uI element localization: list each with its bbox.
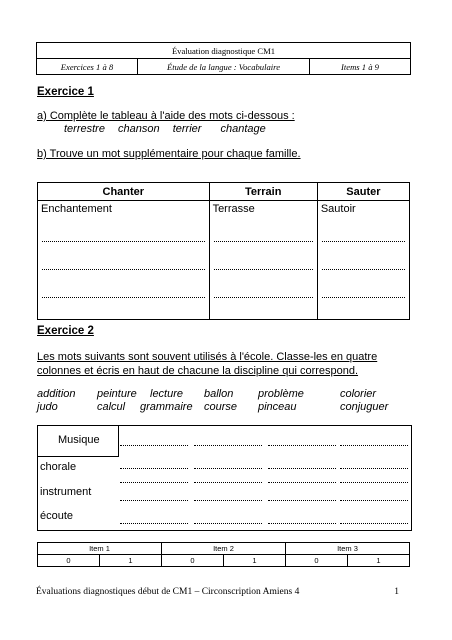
family-word: Sautoir xyxy=(320,203,356,215)
answer-line[interactable] xyxy=(194,468,262,469)
column-header: Terrain xyxy=(209,183,317,201)
exercise-1-instruction-a: a) Complète le tableau à l'aide des mots ci-dessous : xyxy=(37,110,295,122)
score-cell[interactable]: 1 xyxy=(348,555,410,567)
answer-line[interactable] xyxy=(120,445,188,446)
word-family-table xyxy=(37,182,410,320)
exercise-2-heading: Exercice 2 xyxy=(37,325,94,337)
answer-line[interactable] xyxy=(120,523,188,524)
word: addition xyxy=(37,388,76,400)
classification-table xyxy=(37,425,412,531)
word: chantage xyxy=(220,123,266,135)
family-cell xyxy=(317,201,409,320)
score-cell[interactable]: 1 xyxy=(224,555,286,567)
exercise-1-heading: Exercice 1 xyxy=(37,86,94,98)
score-cell[interactable]: 0 xyxy=(286,555,348,567)
answer-line[interactable] xyxy=(120,468,188,469)
word: calcul xyxy=(97,401,126,413)
answer-line[interactable] xyxy=(120,482,188,483)
example-word: écoute xyxy=(40,510,74,522)
answer-line[interactable] xyxy=(268,482,336,483)
family-cell xyxy=(38,201,210,320)
answer-line[interactable] xyxy=(322,297,405,298)
family-word: Enchantement xyxy=(41,203,112,215)
answer-line[interactable] xyxy=(340,445,408,446)
score-cell[interactable]: 1 xyxy=(100,555,162,567)
item-label: Item 2 xyxy=(162,543,286,555)
header-title: Évaluation diagnostique CM1 xyxy=(37,43,411,59)
answer-line[interactable] xyxy=(340,500,408,501)
answer-line[interactable] xyxy=(42,297,205,298)
answer-line[interactable] xyxy=(194,482,262,483)
word: pinceau xyxy=(258,401,297,413)
answer-line[interactable] xyxy=(322,241,405,242)
answer-line[interactable] xyxy=(214,241,313,242)
family-word: Terrasse xyxy=(212,203,255,215)
word: chanson xyxy=(118,123,160,135)
example-header: Musique xyxy=(58,434,100,446)
score-cell[interactable]: 0 xyxy=(38,555,100,567)
header-exercises: Exercices 1 à 8 xyxy=(37,59,138,75)
word: judo xyxy=(37,401,58,413)
word: peinture xyxy=(97,388,137,400)
answer-line[interactable] xyxy=(268,500,336,501)
items-score-table xyxy=(37,542,410,567)
answer-line[interactable] xyxy=(194,500,262,501)
column-header: Chanter xyxy=(38,183,210,201)
header-subject: Étude de la langue : Vocabulaire xyxy=(138,59,310,75)
answer-line[interactable] xyxy=(214,297,313,298)
item-label: Item 3 xyxy=(286,543,410,555)
answer-line[interactable] xyxy=(214,269,313,270)
word: terrier xyxy=(172,123,202,135)
family-cell xyxy=(209,201,317,320)
answer-line[interactable] xyxy=(268,523,336,524)
word: problème xyxy=(258,388,304,400)
exercise-1-instruction-b: b) Trouve un mot supplémentaire pour chaque famille. xyxy=(37,148,301,160)
item-label: Item 1 xyxy=(38,543,162,555)
page-footer xyxy=(36,587,411,597)
answer-line[interactable] xyxy=(322,269,405,270)
word: lecture xyxy=(150,388,184,400)
page-number: 1 xyxy=(394,587,399,597)
word: ballon xyxy=(204,388,234,400)
word: terrestre xyxy=(64,123,105,135)
example-header-cell xyxy=(38,426,119,457)
exercise-2-instruction-line1: Les mots suivants sont souvent utilisés à l'école. Classe-les en quatre xyxy=(37,351,378,363)
word: conjuguer xyxy=(340,401,389,413)
example-word: instrument xyxy=(40,486,92,498)
answer-line[interactable] xyxy=(268,445,336,446)
word: grammaire xyxy=(140,401,193,413)
answer-line[interactable] xyxy=(340,523,408,524)
word: course xyxy=(204,401,238,413)
word-list xyxy=(64,123,266,135)
score-cell[interactable]: 0 xyxy=(162,555,224,567)
footer-text: Évaluations diagnostiques début de CM1 – Circonscription Amiens 4 xyxy=(36,587,300,597)
answer-line[interactable] xyxy=(268,468,336,469)
header-items: Items 1 à 9 xyxy=(310,59,411,75)
column-header: Sauter xyxy=(317,183,409,201)
word: colorier xyxy=(340,388,377,400)
answer-line[interactable] xyxy=(340,482,408,483)
answer-line[interactable] xyxy=(120,500,188,501)
answer-line[interactable] xyxy=(340,468,408,469)
answer-line[interactable] xyxy=(194,445,262,446)
answer-line[interactable] xyxy=(42,241,205,242)
answer-line[interactable] xyxy=(42,269,205,270)
answer-line[interactable] xyxy=(194,523,262,524)
header-table xyxy=(36,42,411,75)
example-word: chorale xyxy=(40,461,77,473)
exercise-2-instruction-line2: colonnes et écris en haut de chacune la discipline qui correspond. xyxy=(37,365,359,377)
